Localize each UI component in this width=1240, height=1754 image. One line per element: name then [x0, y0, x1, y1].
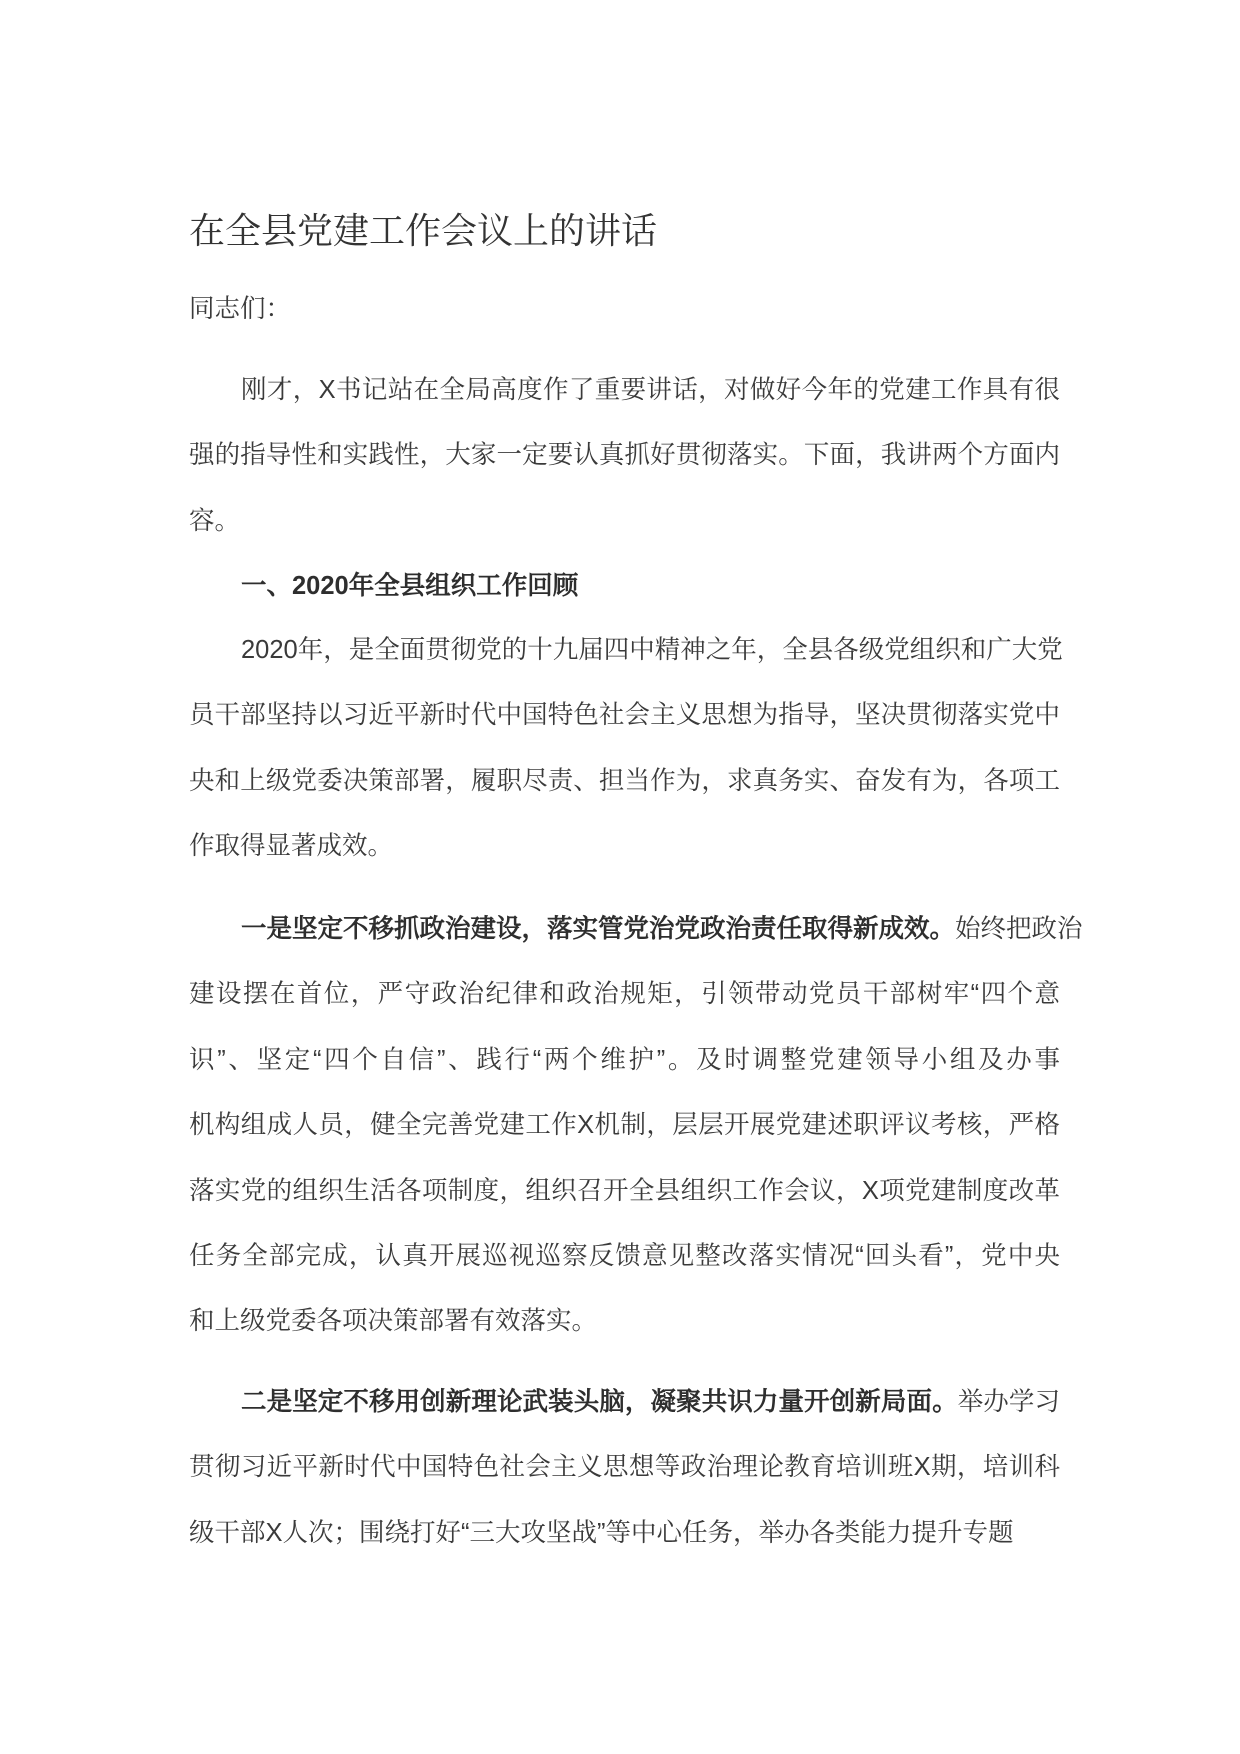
line-text: 刚才，X书记站在全局高度作了重要讲话，对做好今年的党建工作具有很	[241, 376, 1060, 404]
document-title: 在全县党建工作会议上的讲话	[189, 210, 658, 251]
text-line	[189, 618, 1063, 683]
text-line	[189, 554, 1060, 619]
line-text: 同志们：	[189, 295, 292, 323]
text-line	[189, 1289, 1060, 1354]
line-text: 作取得显著成效。	[189, 832, 394, 861]
line-text: 落实党的组织生活各项制度，组织召开全县组织工作会议，X项党建制度改革	[189, 1176, 1060, 1205]
paragraph-point-2	[189, 1370, 1060, 1566]
paragraph-point-1	[189, 897, 1083, 1355]
text-line	[189, 1435, 1060, 1500]
text-line	[189, 814, 1060, 879]
text-line	[189, 423, 1060, 488]
line-text: 贯彻习近平新时代中国特色社会主义思想等政治理论教育培训班X期，培训科	[189, 1453, 1060, 1482]
text-line	[189, 1093, 1060, 1158]
paragraph-salutation	[189, 277, 1060, 342]
line-text: 和上级党委各项决策部署有效落实。	[189, 1307, 598, 1336]
text-line	[189, 897, 1083, 962]
paragraph-review	[189, 618, 1063, 880]
line-text: 识”、坚定“四个自信”、践行“两个维护”。及时调整党建领导小组及办事	[189, 1045, 1060, 1074]
text-line	[189, 358, 1060, 423]
paragraph-heading-1	[189, 554, 1060, 619]
line-text: 容。	[189, 506, 241, 535]
line-text: 员干部坚持以习近平新时代中国特色社会主义思想为指导，坚决贯彻落实党中	[189, 701, 1060, 730]
text-line	[189, 683, 1060, 748]
text-line	[189, 1370, 1060, 1435]
bold-lead: 一是坚定不移抓政治建设，落实管党治党政治责任取得新成效。	[241, 915, 956, 943]
line-text: 级干部X人次；围绕打好“三大攻坚战”等中心任务，举办各类能力提升专题	[189, 1518, 1014, 1547]
line-text: 央和上级党委决策部署，履职尽责、担当作为，求真务实、奋发有为，各项工	[189, 766, 1060, 795]
text-line	[189, 489, 1060, 554]
bold-lead: 一、2020年全县组织工作回顾	[241, 572, 579, 600]
text-line	[189, 749, 1060, 814]
line-text: 强的指导性和实践性，大家一定要认真抓好贯彻落实。下面，我讲两个方面内	[189, 441, 1060, 470]
text-line	[189, 1028, 1060, 1093]
text-line	[189, 1224, 1060, 1289]
text-line	[189, 962, 1060, 1027]
line-text: 建设摆在首位，严守政治纪律和政治规矩，引领带动党员干部树牢“四个意	[189, 980, 1060, 1009]
bold-lead: 二是坚定不移用创新理论武装头脑，凝聚共识力量开创新局面。	[241, 1388, 958, 1416]
line-text: 机构组成人员，健全完善党建工作X机制，层层开展党建述职评议考核，严格	[189, 1111, 1060, 1140]
text-line	[189, 277, 1060, 342]
paragraph-intro	[189, 358, 1060, 554]
text-line	[189, 1159, 1060, 1224]
text-line	[189, 1501, 1060, 1566]
line-text: 始终把政治	[955, 915, 1083, 943]
line-text: 任务全部完成，认真开展巡视巡察反馈意见整改落实情况“回头看”，党中央	[189, 1241, 1060, 1270]
line-text: 举办学习	[957, 1388, 1060, 1416]
line-text: 2020年，是全面贯彻党的十九届四中精神之年，全县各级党组织和广大党	[241, 636, 1063, 664]
